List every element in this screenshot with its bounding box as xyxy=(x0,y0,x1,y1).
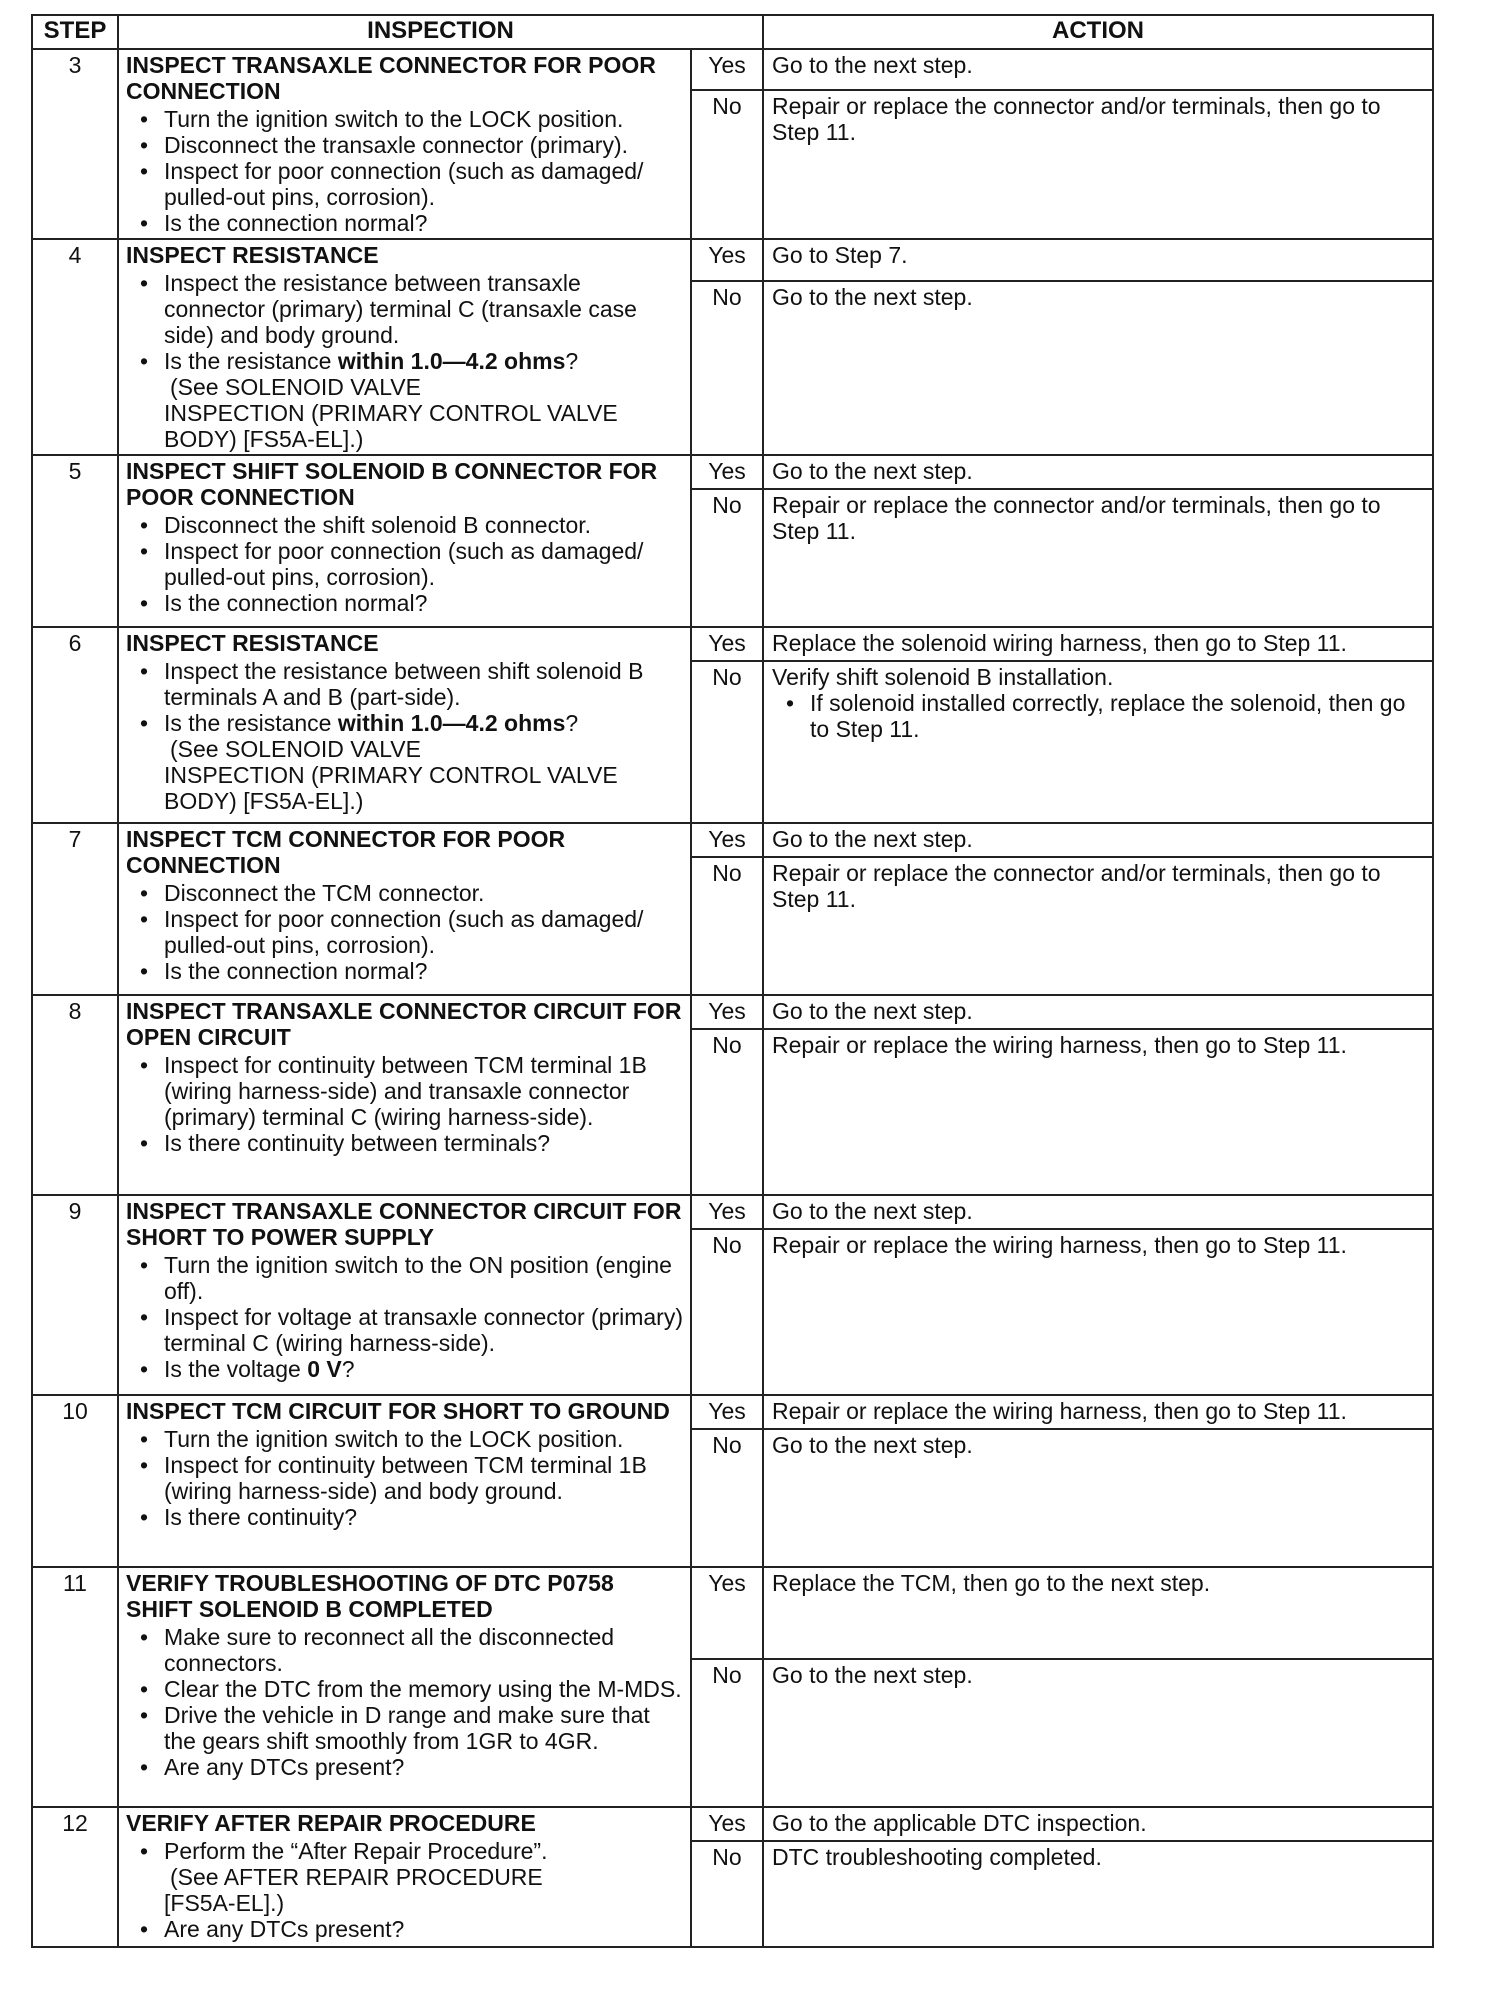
step-number: 12 xyxy=(32,1807,118,1947)
step-number: 10 xyxy=(32,1395,118,1567)
no-label: No xyxy=(691,281,763,455)
text: Is the resistance xyxy=(164,348,338,374)
table-row xyxy=(32,455,1433,489)
list-item: • Inspect for voltage at transaxle connector (primary) terminal C (wiring harness-side). xyxy=(164,1304,683,1356)
table-row xyxy=(32,1195,1433,1229)
step-number: 3 xyxy=(32,49,118,239)
list-item: • Are any DTCs present? xyxy=(164,1916,683,1942)
table-row xyxy=(32,49,1433,90)
step-number: 7 xyxy=(32,823,118,995)
inspection-cell xyxy=(118,1195,691,1395)
yes-label: Yes xyxy=(691,1567,763,1659)
reference: [FS5A-EL].) xyxy=(164,1890,285,1916)
reference: INSPECTION (PRIMARY CONTROL VALVE BODY) [FS5A-EL].) xyxy=(164,400,618,452)
list-item: • Inspect for poor connection (such as damaged/ pulled-out pins, corrosion). xyxy=(164,906,683,958)
list-item: • Disconnect the shift solenoid B connector. xyxy=(164,512,683,538)
yes-label: Yes xyxy=(691,239,763,281)
no-action: Repair or replace the connector and/or terminals, then go to Step 11. xyxy=(763,489,1433,627)
spec-value: within 1.0—4.2 ohms xyxy=(337,348,566,374)
list-item: • Inspect for continuity between TCM terminal 1B (wiring harness-side) and body ground. xyxy=(164,1452,683,1504)
no-action: Verify shift solenoid B installation. xyxy=(772,664,1114,690)
step-heading: VERIFY AFTER REPAIR PROCEDURE xyxy=(126,1810,536,1836)
no-label: No xyxy=(691,90,763,239)
list-item: • Inspect the resistance between shift solenoid B terminals A and B (part-side). xyxy=(164,658,683,710)
no-label: No xyxy=(691,1841,763,1947)
no-label: No xyxy=(691,1659,763,1807)
step-heading: INSPECT TCM CIRCUIT FOR SHORT TO GROUND xyxy=(126,1398,670,1424)
table-header-row xyxy=(32,15,1433,49)
step-heading: INSPECT TRANSAXLE CONNECTOR CIRCUIT FOR SHORT TO POWER SUPPLY xyxy=(126,1198,682,1250)
list-item: • Make sure to reconnect all the disconnected connectors. xyxy=(164,1624,683,1676)
no-label: No xyxy=(691,489,763,627)
yes-label: Yes xyxy=(691,823,763,857)
table-row xyxy=(32,627,1433,661)
yes-label: Yes xyxy=(691,49,763,90)
list-item xyxy=(164,1838,683,1916)
list-item: • Is the connection normal? xyxy=(164,210,683,236)
yes-action: Go to the applicable DTC inspection. xyxy=(763,1807,1433,1841)
list-item: • Turn the ignition switch to the LOCK position. xyxy=(164,106,683,132)
no-action: Repair or replace the wiring harness, then go to Step 11. xyxy=(763,1029,1433,1195)
list-item: • Inspect for poor connection (such as damaged/ pulled-out pins, corrosion). xyxy=(164,158,683,210)
step-heading: VERIFY TROUBLESHOOTING OF DTC P0758 SHIFT SOLENOID B COMPLETED xyxy=(126,1570,614,1622)
reference: (See SOLENOID VALVE xyxy=(170,374,421,400)
list-item xyxy=(164,710,683,814)
no-action: Repair or replace the connector and/or terminals, then go to Step 11. xyxy=(763,857,1433,995)
text: Is the resistance xyxy=(164,710,338,736)
step-number: 4 xyxy=(32,239,118,455)
list-item: • Is there continuity between terminals? xyxy=(164,1130,683,1156)
no-label: No xyxy=(691,1429,763,1567)
inspection-cell xyxy=(118,49,691,239)
yes-label: Yes xyxy=(691,1807,763,1841)
step-number: 6 xyxy=(32,627,118,823)
inspection-cell xyxy=(118,1395,691,1567)
step-heading: INSPECT TRANSAXLE CONNECTOR FOR POOR CONNECTION xyxy=(126,52,656,104)
list-item: • Is the connection normal? xyxy=(164,590,683,616)
inspection-cell xyxy=(118,995,691,1195)
no-label: No xyxy=(691,661,763,823)
yes-action: Go to the next step. xyxy=(763,49,1433,90)
no-label: No xyxy=(691,857,763,995)
list-item: • Are any DTCs present? xyxy=(164,1754,683,1780)
troubleshooting-document xyxy=(31,14,1432,1948)
yes-label: Yes xyxy=(691,1395,763,1429)
yes-action: Go to the next step. xyxy=(763,1195,1433,1229)
table-row xyxy=(32,995,1433,1029)
yes-label: Yes xyxy=(691,1195,763,1229)
step-number: 11 xyxy=(32,1567,118,1807)
list-item: • Disconnect the transaxle connector (primary). xyxy=(164,132,683,158)
yes-action: Replace the solenoid wiring harness, then go to Step 11. xyxy=(763,627,1433,661)
header-action: ACTION xyxy=(763,15,1433,49)
list-item: • Inspect for continuity between TCM terminal 1B (wiring harness-side) and transaxle connector (primary) terminal C (wiring harness-side). xyxy=(164,1052,683,1130)
step-number: 8 xyxy=(32,995,118,1195)
inspection-cell xyxy=(118,239,691,455)
text: Is the voltage xyxy=(164,1356,308,1382)
no-action: Go to the next step. xyxy=(763,1429,1433,1567)
list-item: • Drive the vehicle in D range and make sure that the gears shift smoothly from 1GR to 4GR. xyxy=(164,1702,683,1754)
inspection-cell xyxy=(118,1567,691,1807)
table-row xyxy=(32,823,1433,857)
list-item: • Inspect for poor connection (such as damaged/ pulled-out pins, corrosion). xyxy=(164,538,683,590)
step-heading: INSPECT SHIFT SOLENOID B CONNECTOR FOR POOR CONNECTION xyxy=(126,458,658,510)
text: Perform the “After Repair Procedure”. xyxy=(164,1838,548,1864)
step-heading: INSPECT RESISTANCE xyxy=(126,242,379,268)
list-item: • Inspect the resistance between transaxle connector (primary) terminal C (transaxle case side) and body ground. xyxy=(164,270,683,348)
yes-action: Go to Step 7. xyxy=(763,239,1433,281)
list-item: • Is there continuity? xyxy=(164,1504,683,1530)
no-action: Repair or replace the wiring harness, then go to Step 11. xyxy=(763,1229,1433,1395)
no-action-cell xyxy=(763,661,1433,823)
text: ? xyxy=(565,710,579,736)
table-row xyxy=(32,1807,1433,1841)
reference: (See AFTER REPAIR PROCEDURE xyxy=(170,1864,543,1890)
step-heading: INSPECT RESISTANCE xyxy=(126,630,379,656)
header-step: STEP xyxy=(32,15,118,49)
list-item: • Turn the ignition switch to the LOCK position. xyxy=(164,1426,683,1452)
spec-value: 0 V xyxy=(307,1356,342,1382)
inspection-cell xyxy=(118,823,691,995)
text: ? xyxy=(341,1356,355,1382)
inspection-cell xyxy=(118,1807,691,1947)
no-action: DTC troubleshooting completed. xyxy=(763,1841,1433,1947)
step-heading: INSPECT TCM CONNECTOR FOR POOR CONNECTION xyxy=(126,826,566,878)
yes-label: Yes xyxy=(691,627,763,661)
troubleshooting-table xyxy=(31,14,1434,1948)
step-heading: INSPECT TRANSAXLE CONNECTOR CIRCUIT FOR OPEN CIRCUIT xyxy=(126,998,682,1050)
text: ? xyxy=(565,348,579,374)
no-action: Go to the next step. xyxy=(763,281,1433,455)
no-action: Repair or replace the connector and/or terminals, then go to Step 11. xyxy=(763,90,1433,239)
table-row xyxy=(32,1567,1433,1659)
list-item: • Clear the DTC from the memory using the M-MDS. xyxy=(164,1676,683,1702)
list-item xyxy=(164,348,683,452)
no-action: Go to the next step. xyxy=(763,1659,1433,1807)
inspection-cell xyxy=(118,627,691,823)
yes-action: Replace the TCM, then go to the next step. xyxy=(763,1567,1433,1659)
yes-action: Go to the next step. xyxy=(763,455,1433,489)
reference: (See SOLENOID VALVE xyxy=(170,736,421,762)
reference: INSPECTION (PRIMARY CONTROL VALVE BODY) [FS5A-EL].) xyxy=(164,762,618,814)
list-item xyxy=(164,1356,683,1382)
yes-label: Yes xyxy=(691,995,763,1029)
inspection-cell xyxy=(118,455,691,627)
yes-action: Repair or replace the wiring harness, then go to Step 11. xyxy=(763,1395,1433,1429)
step-number: 5 xyxy=(32,455,118,627)
table-row xyxy=(32,239,1433,281)
list-item: • If solenoid installed correctly, replace the solenoid, then go to Step 11. xyxy=(810,690,1424,742)
spec-value: within 1.0—4.2 ohms xyxy=(337,710,566,736)
no-label: No xyxy=(691,1229,763,1395)
list-item: • Disconnect the TCM connector. xyxy=(164,880,683,906)
table-row xyxy=(32,1395,1433,1429)
no-label: No xyxy=(691,1029,763,1195)
header-inspection: INSPECTION xyxy=(118,15,763,49)
yes-label: Yes xyxy=(691,455,763,489)
yes-action: Go to the next step. xyxy=(763,995,1433,1029)
step-number: 9 xyxy=(32,1195,118,1395)
yes-action: Go to the next step. xyxy=(763,823,1433,857)
list-item: • Is the connection normal? xyxy=(164,958,683,984)
list-item: • Turn the ignition switch to the ON position (engine off). xyxy=(164,1252,683,1304)
